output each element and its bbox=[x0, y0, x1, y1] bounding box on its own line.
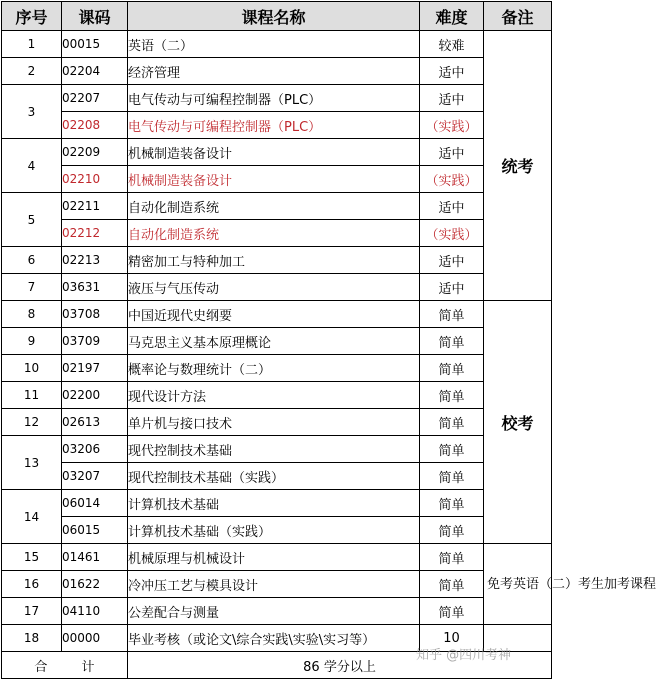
cell-code: 02212 bbox=[62, 220, 128, 247]
cell-code: 02197 bbox=[62, 355, 128, 382]
table-row bbox=[2, 274, 552, 301]
cell-name: 现代控制技术基础（实践） bbox=[128, 463, 420, 490]
course-table bbox=[1, 1, 656, 679]
table-row bbox=[2, 382, 552, 409]
table-row bbox=[2, 355, 552, 382]
cell-seq: 13 bbox=[2, 436, 62, 490]
cell-name: 自动化制造系统 bbox=[128, 220, 420, 247]
cell-code: 01622 bbox=[62, 571, 128, 598]
cell-name: 中国近现代史纲要 bbox=[128, 301, 420, 328]
cell-code: 02211 bbox=[62, 193, 128, 220]
cell-seq: 16 bbox=[2, 571, 62, 598]
cell-difficulty: 简单 bbox=[420, 598, 484, 625]
table-row bbox=[2, 571, 552, 598]
cell-difficulty: 简单 bbox=[420, 382, 484, 409]
cell-name: 毕业考核（或论文\综合实践\实验\实习等） bbox=[128, 625, 420, 652]
cell-seq: 18 bbox=[2, 625, 62, 652]
cell-seq: 11 bbox=[2, 382, 62, 409]
cell-code: 00000 bbox=[62, 625, 128, 652]
cell-difficulty: 适中 bbox=[420, 274, 484, 301]
cell-name: 机械制造装备设计 bbox=[128, 139, 420, 166]
header-code: 课码 bbox=[62, 2, 128, 31]
cell-name: 经济管理 bbox=[128, 58, 420, 85]
cell-difficulty: （实践） bbox=[420, 112, 484, 139]
cell-code: 03206 bbox=[62, 436, 128, 463]
cell-seq: 2 bbox=[2, 58, 62, 85]
cell-difficulty: 简单 bbox=[420, 463, 484, 490]
table-row bbox=[2, 598, 552, 625]
table-row bbox=[2, 328, 552, 355]
cell-seq: 15 bbox=[2, 544, 62, 571]
cell-difficulty: 简单 bbox=[420, 571, 484, 598]
cell-name: 冷冲压工艺与模具设计 bbox=[128, 571, 420, 598]
header-name: 课程名称 bbox=[128, 2, 420, 31]
cell-name: 计算机技术基础 bbox=[128, 490, 420, 517]
cell-name: 英语（二） bbox=[128, 31, 420, 58]
watermark: 知乎 @四川考神 bbox=[416, 648, 512, 663]
header-remark: 备注 bbox=[484, 2, 552, 31]
cell-difficulty: 适中 bbox=[420, 247, 484, 274]
table-row bbox=[2, 301, 552, 328]
cell-seq: 1 bbox=[2, 31, 62, 58]
remark-school: 校考 bbox=[484, 301, 552, 544]
cell-name: 精密加工与特种加工 bbox=[128, 247, 420, 274]
cell-seq: 12 bbox=[2, 409, 62, 436]
header-row bbox=[2, 2, 552, 31]
cell-seq: 4 bbox=[2, 139, 62, 193]
cell-code: 03709 bbox=[62, 328, 128, 355]
cell-difficulty: 适中 bbox=[420, 139, 484, 166]
cell-code: 02204 bbox=[62, 58, 128, 85]
cell-name: 自动化制造系统 bbox=[128, 193, 420, 220]
cell-name: 现代设计方法 bbox=[128, 382, 420, 409]
table-row bbox=[2, 517, 552, 544]
table-row bbox=[2, 139, 552, 166]
cell-name: 机械原理与机械设计 bbox=[128, 544, 420, 571]
table-row bbox=[2, 193, 552, 220]
cell-seq: 9 bbox=[2, 328, 62, 355]
cell-code: 02200 bbox=[62, 382, 128, 409]
cell-code: 03631 bbox=[62, 274, 128, 301]
cell-code: 02207 bbox=[62, 85, 128, 112]
cell-difficulty: 适中 bbox=[420, 85, 484, 112]
cell-code: 02208 bbox=[62, 112, 128, 139]
cell-name: 公差配合与测量 bbox=[128, 598, 420, 625]
cell-name: 电气传动与可编程控制器（PLC） bbox=[128, 85, 420, 112]
cell-seq: 5 bbox=[2, 193, 62, 247]
table-row bbox=[2, 85, 552, 112]
cell-difficulty: （实践） bbox=[420, 166, 484, 193]
cell-code: 00015 bbox=[62, 31, 128, 58]
cell-difficulty: 适中 bbox=[420, 58, 484, 85]
cell-code: 02213 bbox=[62, 247, 128, 274]
cell-difficulty: 较难 bbox=[420, 31, 484, 58]
cell-code: 01461 bbox=[62, 544, 128, 571]
cell-difficulty: 简单 bbox=[420, 490, 484, 517]
table-row bbox=[2, 409, 552, 436]
remark-unified: 统考 bbox=[484, 31, 552, 301]
cell-difficulty: 简单 bbox=[420, 355, 484, 382]
table-row bbox=[2, 544, 552, 571]
header-seq: 序号 bbox=[2, 2, 62, 31]
table-row bbox=[2, 31, 552, 58]
cell-difficulty: 适中 bbox=[420, 193, 484, 220]
cell-seq: 8 bbox=[2, 301, 62, 328]
cell-name: 马克思主义基本原理概论 bbox=[128, 328, 420, 355]
cell-difficulty: 10 bbox=[420, 625, 484, 652]
cell-code: 02210 bbox=[62, 166, 128, 193]
cell-difficulty: 简单 bbox=[420, 544, 484, 571]
total-label: 合 计 bbox=[2, 652, 128, 679]
table-row bbox=[2, 490, 552, 517]
cell-code: 03708 bbox=[62, 301, 128, 328]
cell-difficulty: 简单 bbox=[420, 301, 484, 328]
cell-name: 电气传动与可编程控制器（PLC） bbox=[128, 112, 420, 139]
cell-code: 03207 bbox=[62, 463, 128, 490]
cell-code: 04110 bbox=[62, 598, 128, 625]
remark-exempt: 免考英语（二）考生加考课程 bbox=[484, 544, 552, 625]
cell-name: 单片机与接口技术 bbox=[128, 409, 420, 436]
cell-seq: 10 bbox=[2, 355, 62, 382]
cell-difficulty: 简单 bbox=[420, 328, 484, 355]
cell-seq: 17 bbox=[2, 598, 62, 625]
cell-code: 02209 bbox=[62, 139, 128, 166]
cell-seq: 7 bbox=[2, 274, 62, 301]
cell-seq: 6 bbox=[2, 247, 62, 274]
cell-seq: 3 bbox=[2, 85, 62, 139]
cell-difficulty: 简单 bbox=[420, 517, 484, 544]
table-row-practice bbox=[2, 220, 552, 247]
cell-difficulty: 简单 bbox=[420, 436, 484, 463]
header-difficulty: 难度 bbox=[420, 2, 484, 31]
cell-code: 06015 bbox=[62, 517, 128, 544]
cell-difficulty: （实践） bbox=[420, 220, 484, 247]
cell-seq: 14 bbox=[2, 490, 62, 544]
cell-name: 现代控制技术基础 bbox=[128, 436, 420, 463]
cell-name: 液压与气压传动 bbox=[128, 274, 420, 301]
table-row bbox=[2, 58, 552, 85]
cell-name: 机械制造装备设计 bbox=[128, 166, 420, 193]
total-value: 86 学分以上 bbox=[128, 652, 552, 679]
cell-name: 计算机技术基础（实践） bbox=[128, 517, 420, 544]
table-row bbox=[2, 436, 552, 463]
cell-difficulty: 简单 bbox=[420, 409, 484, 436]
table-row bbox=[2, 247, 552, 274]
table-row bbox=[2, 463, 552, 490]
table-row-practice bbox=[2, 112, 552, 139]
cell-code: 02613 bbox=[62, 409, 128, 436]
table-row-practice bbox=[2, 166, 552, 193]
cell-name: 概率论与数理统计（二） bbox=[128, 355, 420, 382]
cell-code: 06014 bbox=[62, 490, 128, 517]
